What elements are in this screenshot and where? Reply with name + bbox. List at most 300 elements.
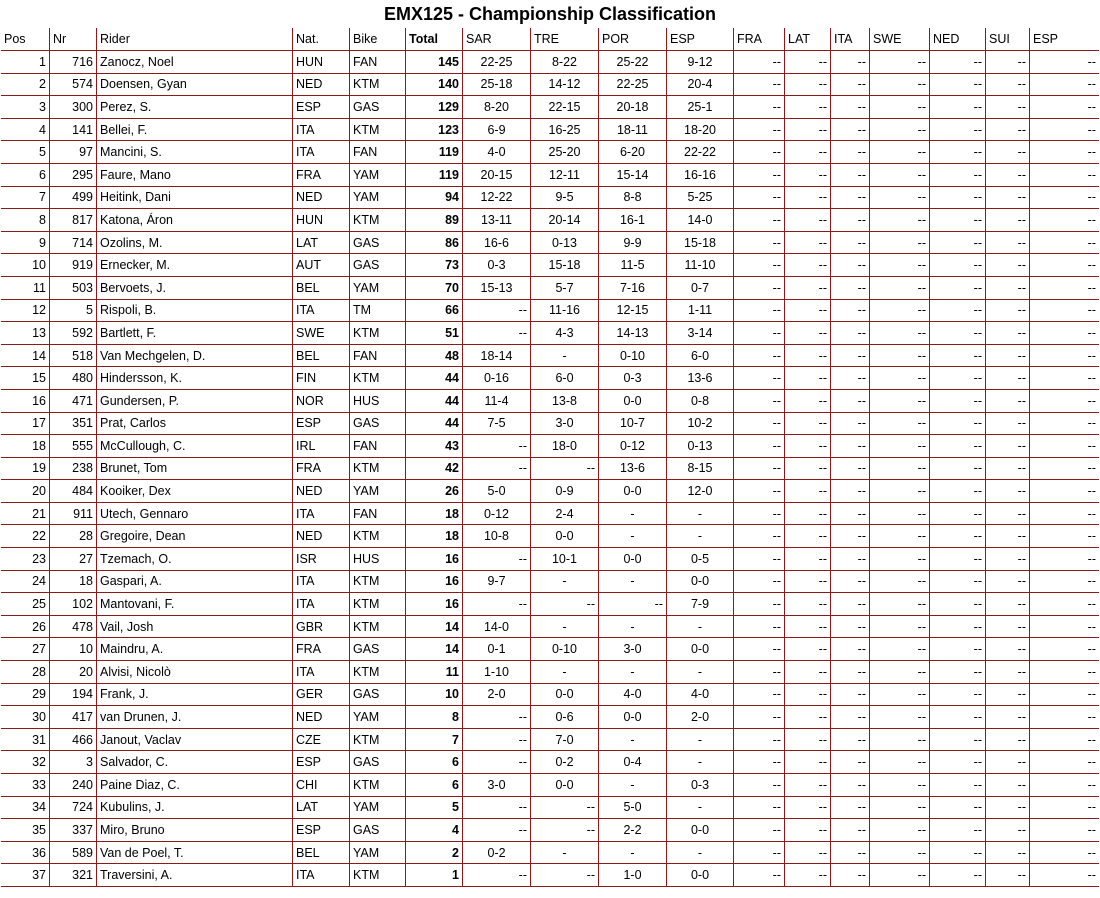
table-cell: -- bbox=[986, 751, 1030, 774]
table-row bbox=[1, 254, 1099, 277]
table-cell: -- bbox=[1030, 367, 1099, 390]
table-cell: 0-2 bbox=[531, 751, 599, 774]
table-row bbox=[1, 74, 1099, 97]
table-cell: 0-9 bbox=[531, 480, 599, 503]
table-cell: 44 bbox=[406, 390, 463, 413]
table-cell: -- bbox=[930, 74, 986, 97]
table-cell: -- bbox=[1030, 706, 1099, 729]
table-cell: -- bbox=[930, 367, 986, 390]
table-cell: -- bbox=[734, 480, 785, 503]
table-cell: 33 bbox=[1, 774, 50, 797]
table-cell: 16-25 bbox=[531, 119, 599, 142]
table-cell: SWE bbox=[293, 322, 350, 345]
table-cell: -- bbox=[1030, 593, 1099, 616]
table-cell: -- bbox=[831, 254, 870, 277]
table-cell: KTM bbox=[350, 367, 406, 390]
table-cell: -- bbox=[986, 525, 1030, 548]
table-cell: -- bbox=[785, 864, 831, 887]
table-cell: -- bbox=[870, 277, 930, 300]
table-cell: -- bbox=[986, 51, 1030, 74]
table-cell: 574 bbox=[50, 74, 97, 97]
table-cell: -- bbox=[986, 864, 1030, 887]
table-cell: -- bbox=[734, 413, 785, 436]
table-cell: 466 bbox=[50, 729, 97, 752]
table-cell: -- bbox=[986, 571, 1030, 594]
table-cell: -- bbox=[831, 96, 870, 119]
table-row bbox=[1, 232, 1099, 255]
table-cell: 337 bbox=[50, 819, 97, 842]
table-cell: -- bbox=[930, 164, 986, 187]
table-cell: NOR bbox=[293, 390, 350, 413]
table-cell: 295 bbox=[50, 164, 97, 187]
table-cell: -- bbox=[831, 503, 870, 526]
table-cell: -- bbox=[463, 706, 531, 729]
table-cell: 27 bbox=[1, 638, 50, 661]
column-header: ESP bbox=[1030, 28, 1099, 51]
table-cell: CHI bbox=[293, 774, 350, 797]
table-cell: - bbox=[599, 616, 667, 639]
table-cell: -- bbox=[986, 503, 1030, 526]
table-row bbox=[1, 96, 1099, 119]
table-cell: 14 bbox=[406, 616, 463, 639]
table-cell: 0-3 bbox=[599, 367, 667, 390]
table-cell: 0-3 bbox=[667, 774, 734, 797]
table-cell: KTM bbox=[350, 458, 406, 481]
table-cell: ITA bbox=[293, 141, 350, 164]
table-cell: ITA bbox=[293, 119, 350, 142]
table-cell: 5 bbox=[50, 300, 97, 323]
table-cell: - bbox=[667, 503, 734, 526]
table-cell: -- bbox=[1030, 819, 1099, 842]
table-row bbox=[1, 797, 1099, 820]
table-cell: -- bbox=[1030, 254, 1099, 277]
table-cell: 22-25 bbox=[463, 51, 531, 74]
table-cell: 8 bbox=[1, 209, 50, 232]
table-cell: AUT bbox=[293, 254, 350, 277]
table-cell: 6-20 bbox=[599, 141, 667, 164]
table-cell: -- bbox=[870, 706, 930, 729]
table-cell: 4-0 bbox=[599, 684, 667, 707]
table-cell: -- bbox=[870, 96, 930, 119]
table-cell: -- bbox=[870, 367, 930, 390]
table-cell: YAM bbox=[350, 797, 406, 820]
table-cell: 10 bbox=[406, 684, 463, 707]
table-cell: Salvador, C. bbox=[97, 751, 293, 774]
table-cell: -- bbox=[1030, 480, 1099, 503]
table-cell: 714 bbox=[50, 232, 97, 255]
table-cell: -- bbox=[930, 141, 986, 164]
table-cell: 6-0 bbox=[667, 345, 734, 368]
table-cell: -- bbox=[785, 525, 831, 548]
table-cell: -- bbox=[870, 638, 930, 661]
table-cell: GAS bbox=[350, 413, 406, 436]
table-cell: 48 bbox=[406, 345, 463, 368]
table-cell: 2-2 bbox=[599, 819, 667, 842]
table-cell: - bbox=[599, 842, 667, 865]
table-cell: 14 bbox=[406, 638, 463, 661]
table-cell: 0-12 bbox=[463, 503, 531, 526]
table-cell: -- bbox=[785, 503, 831, 526]
table-cell: 13-11 bbox=[463, 209, 531, 232]
table-cell: 5 bbox=[406, 797, 463, 820]
table-cell: -- bbox=[870, 503, 930, 526]
table-cell: -- bbox=[930, 774, 986, 797]
table-cell: -- bbox=[986, 480, 1030, 503]
table-cell: - bbox=[667, 797, 734, 820]
table-cell: -- bbox=[1030, 74, 1099, 97]
table-cell: -- bbox=[1030, 751, 1099, 774]
table-cell: -- bbox=[831, 593, 870, 616]
table-cell: 3-0 bbox=[463, 774, 531, 797]
table-row bbox=[1, 51, 1099, 74]
table-cell: -- bbox=[831, 751, 870, 774]
table-cell: ISR bbox=[293, 548, 350, 571]
table-cell: -- bbox=[986, 638, 1030, 661]
table-cell: ITA bbox=[293, 503, 350, 526]
table-cell: -- bbox=[930, 684, 986, 707]
table-cell: KTM bbox=[350, 209, 406, 232]
table-cell: LAT bbox=[293, 232, 350, 255]
table-cell: 10-1 bbox=[531, 548, 599, 571]
table-cell: 22-25 bbox=[599, 74, 667, 97]
table-cell: -- bbox=[1030, 842, 1099, 865]
table-row bbox=[1, 503, 1099, 526]
column-header: TRE bbox=[531, 28, 599, 51]
table-cell: -- bbox=[1030, 503, 1099, 526]
table-cell: -- bbox=[831, 819, 870, 842]
table-cell: 6-9 bbox=[463, 119, 531, 142]
table-cell: -- bbox=[986, 300, 1030, 323]
table-cell: -- bbox=[785, 661, 831, 684]
table-cell: KTM bbox=[350, 525, 406, 548]
table-cell: - bbox=[599, 503, 667, 526]
table-cell: -- bbox=[463, 548, 531, 571]
table-cell: NED bbox=[293, 187, 350, 210]
table-cell: -- bbox=[734, 571, 785, 594]
table-cell: 18 bbox=[1, 435, 50, 458]
table-cell: - bbox=[599, 661, 667, 684]
table-cell: 22 bbox=[1, 525, 50, 548]
table-cell: Zanocz, Noel bbox=[97, 51, 293, 74]
table-cell: -- bbox=[785, 413, 831, 436]
table-cell: - bbox=[667, 661, 734, 684]
table-cell: -- bbox=[785, 345, 831, 368]
header-row bbox=[1, 28, 1099, 51]
column-header: Pos bbox=[1, 28, 50, 51]
table-cell: HUS bbox=[350, 390, 406, 413]
table-row bbox=[1, 209, 1099, 232]
table-cell: -- bbox=[870, 164, 930, 187]
table-cell: -- bbox=[785, 322, 831, 345]
table-cell: -- bbox=[734, 706, 785, 729]
table-row bbox=[1, 774, 1099, 797]
table-row bbox=[1, 187, 1099, 210]
table-cell: BEL bbox=[293, 345, 350, 368]
table-cell: -- bbox=[785, 751, 831, 774]
table-cell: 18-0 bbox=[531, 435, 599, 458]
table-cell: 22-22 bbox=[667, 141, 734, 164]
table-cell: KTM bbox=[350, 661, 406, 684]
table-cell: FRA bbox=[293, 638, 350, 661]
table-cell: YAM bbox=[350, 480, 406, 503]
table-cell: -- bbox=[785, 458, 831, 481]
table-cell: -- bbox=[831, 435, 870, 458]
page-title: EMX125 - Championship Classification bbox=[383, 4, 717, 24]
table-cell: 417 bbox=[50, 706, 97, 729]
table-cell: 44 bbox=[406, 367, 463, 390]
table-cell: -- bbox=[870, 774, 930, 797]
table-cell: Miro, Bruno bbox=[97, 819, 293, 842]
table-cell: -- bbox=[870, 548, 930, 571]
table-cell: -- bbox=[1030, 684, 1099, 707]
table-cell: 11-5 bbox=[599, 254, 667, 277]
column-header: Bike bbox=[350, 28, 406, 51]
table-cell: -- bbox=[785, 593, 831, 616]
table-cell: 18-14 bbox=[463, 345, 531, 368]
table-cell: -- bbox=[930, 232, 986, 255]
table-cell: -- bbox=[930, 525, 986, 548]
table-cell: Bellei, F. bbox=[97, 119, 293, 142]
column-header: FRA bbox=[734, 28, 785, 51]
table-cell: -- bbox=[734, 96, 785, 119]
table-cell: Ozolins, M. bbox=[97, 232, 293, 255]
table-cell: -- bbox=[870, 51, 930, 74]
table-cell: 919 bbox=[50, 254, 97, 277]
table-cell: 36 bbox=[1, 842, 50, 865]
table-cell: 716 bbox=[50, 51, 97, 74]
table-cell: 7 bbox=[1, 187, 50, 210]
table-cell: -- bbox=[734, 322, 785, 345]
table-cell: GAS bbox=[350, 819, 406, 842]
table-cell: -- bbox=[734, 390, 785, 413]
table-row bbox=[1, 435, 1099, 458]
table-cell: 15-18 bbox=[531, 254, 599, 277]
table-cell: -- bbox=[930, 480, 986, 503]
table-cell: -- bbox=[870, 616, 930, 639]
table-cell: 9-9 bbox=[599, 232, 667, 255]
table-cell: -- bbox=[870, 300, 930, 323]
table-cell: Prat, Carlos bbox=[97, 413, 293, 436]
table-cell: GAS bbox=[350, 96, 406, 119]
table-cell: 14 bbox=[1, 345, 50, 368]
table-cell: 26 bbox=[406, 480, 463, 503]
table-cell: 2 bbox=[406, 842, 463, 865]
table-cell: Gregoire, Dean bbox=[97, 525, 293, 548]
table-cell: -- bbox=[1030, 277, 1099, 300]
table-cell: FRA bbox=[293, 164, 350, 187]
table-row bbox=[1, 300, 1099, 323]
table-cell: Brunet, Tom bbox=[97, 458, 293, 481]
table-cell: -- bbox=[1030, 638, 1099, 661]
table-row bbox=[1, 322, 1099, 345]
table-cell: 14-13 bbox=[599, 322, 667, 345]
table-cell: 7-16 bbox=[599, 277, 667, 300]
table-cell: -- bbox=[831, 413, 870, 436]
table-row bbox=[1, 277, 1099, 300]
table-cell: -- bbox=[785, 774, 831, 797]
table-cell: FAN bbox=[350, 345, 406, 368]
table-cell: 29 bbox=[1, 684, 50, 707]
table-cell: 43 bbox=[406, 435, 463, 458]
table-cell: 13-6 bbox=[667, 367, 734, 390]
table-cell: -- bbox=[986, 593, 1030, 616]
table-cell: 89 bbox=[406, 209, 463, 232]
table-cell: Kooiker, Dex bbox=[97, 480, 293, 503]
table-cell: -- bbox=[831, 390, 870, 413]
table-cell: GER bbox=[293, 684, 350, 707]
table-cell: 238 bbox=[50, 458, 97, 481]
table-cell: -- bbox=[831, 164, 870, 187]
table-cell: -- bbox=[986, 684, 1030, 707]
table-cell: 5-0 bbox=[599, 797, 667, 820]
table-cell: -- bbox=[734, 503, 785, 526]
table-cell: GAS bbox=[350, 684, 406, 707]
table-cell: 73 bbox=[406, 254, 463, 277]
table-cell: 34 bbox=[1, 797, 50, 820]
table-cell: -- bbox=[986, 548, 1030, 571]
table-cell: -- bbox=[831, 729, 870, 752]
table-cell: -- bbox=[1030, 164, 1099, 187]
table-cell: GAS bbox=[350, 232, 406, 255]
table-cell: HUS bbox=[350, 548, 406, 571]
table-cell: -- bbox=[870, 141, 930, 164]
table-cell: -- bbox=[734, 51, 785, 74]
table-cell: - bbox=[667, 616, 734, 639]
table-cell: 16-6 bbox=[463, 232, 531, 255]
table-cell: -- bbox=[930, 661, 986, 684]
table-cell: -- bbox=[734, 797, 785, 820]
table-cell: KTM bbox=[350, 774, 406, 797]
table-cell: -- bbox=[831, 661, 870, 684]
table-cell: 11 bbox=[406, 661, 463, 684]
table-cell: -- bbox=[1030, 141, 1099, 164]
table-cell: -- bbox=[531, 797, 599, 820]
table-cell: -- bbox=[870, 187, 930, 210]
table-cell: 141 bbox=[50, 119, 97, 142]
table-cell: 0-13 bbox=[667, 435, 734, 458]
table-cell: Mantovani, F. bbox=[97, 593, 293, 616]
table-cell: 26 bbox=[1, 616, 50, 639]
table-cell: -- bbox=[1030, 797, 1099, 820]
table-cell: -- bbox=[785, 729, 831, 752]
table-cell: 0-0 bbox=[599, 548, 667, 571]
table-cell: 0-7 bbox=[667, 277, 734, 300]
table-cell: 13-8 bbox=[531, 390, 599, 413]
table-cell: 13-6 bbox=[599, 458, 667, 481]
table-cell: Van Mechgelen, D. bbox=[97, 345, 293, 368]
table-cell: 11-16 bbox=[531, 300, 599, 323]
table-cell: -- bbox=[1030, 96, 1099, 119]
table-cell: -- bbox=[734, 277, 785, 300]
table-row bbox=[1, 141, 1099, 164]
table-cell: 3 bbox=[50, 751, 97, 774]
table-cell: 13 bbox=[1, 322, 50, 345]
table-cell: -- bbox=[870, 661, 930, 684]
column-header: LAT bbox=[785, 28, 831, 51]
table-cell: KTM bbox=[350, 571, 406, 594]
table-cell: Janout, Vaclav bbox=[97, 729, 293, 752]
table-cell: -- bbox=[986, 661, 1030, 684]
table-cell: 3-14 bbox=[667, 322, 734, 345]
table-cell: -- bbox=[930, 300, 986, 323]
table-row bbox=[1, 390, 1099, 413]
table-cell: YAM bbox=[350, 187, 406, 210]
table-cell: -- bbox=[831, 616, 870, 639]
table-cell: -- bbox=[930, 96, 986, 119]
table-row bbox=[1, 842, 1099, 865]
table-cell: -- bbox=[785, 300, 831, 323]
table-cell: Doensen, Gyan bbox=[97, 74, 293, 97]
table-cell: -- bbox=[785, 74, 831, 97]
table-cell: 911 bbox=[50, 503, 97, 526]
table-cell: -- bbox=[930, 435, 986, 458]
table-cell: 51 bbox=[406, 322, 463, 345]
table-cell: 8-8 bbox=[599, 187, 667, 210]
table-cell: - bbox=[531, 661, 599, 684]
table-cell: ITA bbox=[293, 571, 350, 594]
table-cell: -- bbox=[785, 119, 831, 142]
table-cell: -- bbox=[870, 458, 930, 481]
table-cell: 1 bbox=[406, 864, 463, 887]
table-cell: 18 bbox=[406, 525, 463, 548]
table-cell: - bbox=[599, 774, 667, 797]
table-cell: -- bbox=[1030, 525, 1099, 548]
table-cell: 4 bbox=[1, 119, 50, 142]
table-cell: -- bbox=[831, 345, 870, 368]
table-cell: 20-14 bbox=[531, 209, 599, 232]
table-cell: -- bbox=[831, 209, 870, 232]
table-cell: -- bbox=[1030, 187, 1099, 210]
table-row bbox=[1, 413, 1099, 436]
table-cell: -- bbox=[870, 819, 930, 842]
table-cell: 11-4 bbox=[463, 390, 531, 413]
table-cell: 3-0 bbox=[531, 413, 599, 436]
table-cell: -- bbox=[734, 819, 785, 842]
table-cell: -- bbox=[785, 706, 831, 729]
table-cell: 2-4 bbox=[531, 503, 599, 526]
table-cell: -- bbox=[986, 74, 1030, 97]
table-cell: -- bbox=[930, 254, 986, 277]
table-cell: 18 bbox=[406, 503, 463, 526]
table-cell: -- bbox=[734, 345, 785, 368]
table-cell: - bbox=[531, 842, 599, 865]
table-cell: 8 bbox=[406, 706, 463, 729]
table-cell: 724 bbox=[50, 797, 97, 820]
table-cell: 6-0 bbox=[531, 367, 599, 390]
table-cell: 7-0 bbox=[531, 729, 599, 752]
column-header: Rider bbox=[97, 28, 293, 51]
table-cell: 592 bbox=[50, 322, 97, 345]
table-cell: -- bbox=[930, 729, 986, 752]
table-cell: -- bbox=[986, 458, 1030, 481]
table-cell: -- bbox=[734, 458, 785, 481]
table-cell: 21 bbox=[1, 503, 50, 526]
table-cell: - bbox=[599, 525, 667, 548]
table-cell: 18 bbox=[50, 571, 97, 594]
table-cell: -- bbox=[986, 232, 1030, 255]
table-cell: -- bbox=[831, 480, 870, 503]
table-cell: -- bbox=[986, 141, 1030, 164]
table-cell: Mancini, S. bbox=[97, 141, 293, 164]
table-cell: -- bbox=[831, 548, 870, 571]
table-cell: -- bbox=[930, 571, 986, 594]
column-header: SWE bbox=[870, 28, 930, 51]
table-cell: 94 bbox=[406, 187, 463, 210]
table-cell: Traversini, A. bbox=[97, 864, 293, 887]
table-cell: 19 bbox=[1, 458, 50, 481]
table-cell: -- bbox=[734, 232, 785, 255]
table-cell: -- bbox=[785, 187, 831, 210]
